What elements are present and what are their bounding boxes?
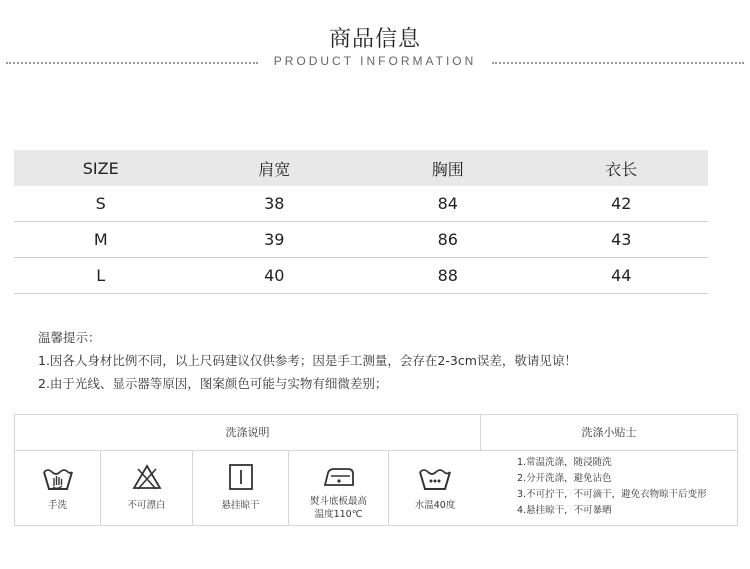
notice-line: 1.因各人身材比例不同，以上尺码建议仅供参考；因是手工测量，会存在2-3cm误差，敬请见谅！	[38, 353, 577, 368]
care-item-label: 悬挂晾干	[221, 500, 260, 511]
care-item-label: 水温40度	[414, 500, 456, 511]
table-cell: L	[14, 258, 188, 294]
table-cell: 39	[188, 222, 362, 258]
care-item-water-temp	[389, 451, 481, 525]
table-cell: 84	[361, 186, 535, 222]
list-item: 4.悬挂晾干，不可暴晒	[517, 505, 612, 516]
care-item-label-line: 温度110℃	[314, 509, 363, 520]
list-item: 3.不可拧干，不可滴干，避免衣物晾干后变形	[517, 489, 707, 500]
table-row	[14, 258, 708, 294]
table-cell: 42	[535, 186, 709, 222]
size-table	[14, 150, 708, 294]
table-row	[14, 186, 708, 222]
hang-dry-icon	[228, 463, 254, 491]
table-cell: 38	[188, 186, 362, 222]
list-item: 1.常温洗涤，随浸随洗	[517, 457, 612, 468]
table-cell: 40	[188, 258, 362, 294]
washing-tips-list	[481, 451, 737, 525]
table-cell: 86	[361, 222, 535, 258]
column-header-chest: 胸围	[361, 150, 535, 186]
page-subtitle: PRODUCT INFORMATION	[273, 54, 477, 68]
dotted-divider-left	[6, 62, 258, 64]
dotted-divider-right	[492, 62, 744, 64]
table-cell: 88	[361, 258, 535, 294]
list-item: 2.分开洗涤，避免沾色	[517, 473, 612, 484]
care-header-tips: 洗涤小贴士	[481, 415, 737, 451]
no-bleach-icon	[132, 463, 162, 491]
care-header-instructions: 洗涤说明	[15, 415, 481, 451]
notice-block	[38, 326, 577, 395]
subtitle-row	[0, 54, 750, 70]
table-cell: M	[14, 222, 188, 258]
care-item-label: 不可漂白	[127, 500, 166, 511]
column-header-length: 衣长	[535, 150, 709, 186]
care-item-iron	[289, 451, 389, 525]
iron-icon	[321, 463, 357, 489]
column-header-shoulder: 肩宽	[188, 150, 362, 186]
care-item-label	[289, 495, 388, 521]
care-item-label-line: 熨斗底板最高	[309, 496, 367, 507]
table-cell: 43	[535, 222, 709, 258]
care-item-no-bleach	[101, 451, 193, 525]
care-instructions-panel	[14, 414, 738, 526]
care-item-hang-dry	[193, 451, 289, 525]
table-cell: S	[14, 186, 188, 222]
notice-line: 2.由于光线、显示器等原因，图案颜色可能与实物有细微差别；	[38, 376, 388, 391]
care-item-hand-wash	[15, 451, 101, 525]
hand-wash-icon	[41, 463, 75, 491]
size-table-header	[14, 150, 708, 186]
table-row	[14, 222, 708, 258]
page-title: 商品信息	[328, 27, 421, 52]
table-cell: 44	[535, 258, 709, 294]
column-header-size: SIZE	[14, 150, 188, 186]
notice-heading: 温馨提示：	[38, 330, 101, 345]
water-temp-icon	[417, 463, 453, 491]
care-item-label: 手洗	[47, 500, 67, 511]
